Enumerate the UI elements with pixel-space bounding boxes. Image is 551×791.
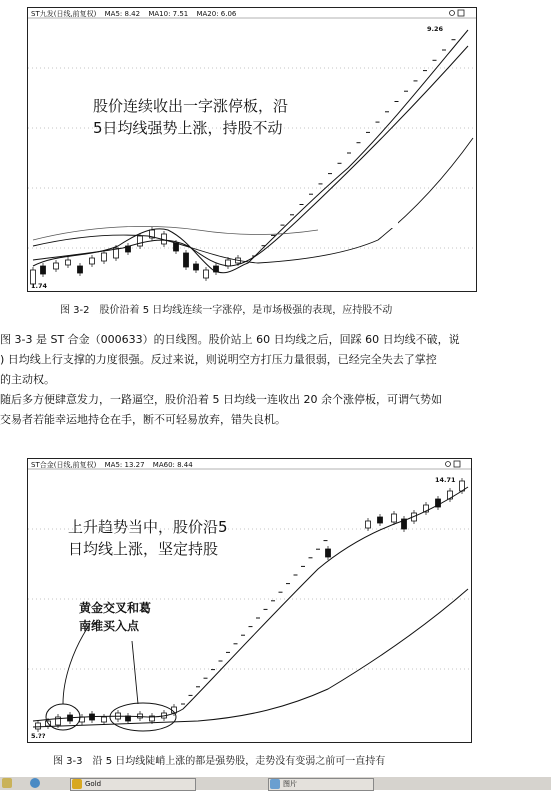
- chart2-annotation: [68, 516, 228, 560]
- globe-icon[interactable]: [30, 778, 40, 788]
- figure-caption-3-2: 图 3-2 股价沿着 5 日均线连续一字涨停，是市场极强的表现，应持股不动: [60, 305, 393, 316]
- ma20-line: [33, 138, 473, 263]
- high-price-label: 9.26: [427, 25, 444, 33]
- search-icon[interactable]: [2, 778, 12, 788]
- taskbar-item-label: 图片: [283, 780, 297, 788]
- taskbar: [0, 776, 551, 790]
- high-price-label: 14.71: [435, 476, 456, 484]
- buy-point-line-1: 黄金交叉和葛: [79, 601, 152, 615]
- chart1-annotation: [93, 95, 288, 139]
- candle-body: [138, 236, 143, 246]
- pointer-line-1: [63, 624, 90, 704]
- blank-patch: [318, 203, 398, 228]
- top-right-circle: [450, 11, 455, 16]
- low-price-label: 5.??: [31, 732, 46, 740]
- candle-body: [326, 549, 331, 557]
- candle-body: [392, 514, 397, 522]
- annotation-line-2: 日均线上涨，坚定持股: [68, 540, 219, 558]
- chart1-plot: [28, 8, 476, 291]
- top-right-box: [458, 10, 464, 16]
- candle-body: [66, 260, 71, 265]
- annotation-line-2: 5日均线强势上涨，持股不动: [93, 119, 283, 137]
- para-line-2: ) 日均线上行支撑的力度很强。反过来说，则说明空方打压力量很弱，已经完全失去了掌控: [0, 353, 437, 366]
- candle-body: [378, 517, 383, 523]
- candle-body: [36, 723, 41, 729]
- top-right-circle: [446, 462, 451, 467]
- candle-body: [90, 258, 95, 264]
- figure-caption-3-3: 图 3-3 沿 5 日均线陡峭上涨的都是强势股，走势没有变弱之前可一直持有: [53, 756, 386, 767]
- buy-point-annotation: [79, 599, 151, 635]
- annotation-line-1: 股价连续收出一字涨停板，沿: [93, 97, 289, 115]
- taskbar-item-image[interactable]: [268, 778, 374, 791]
- stock-name: ST合金(日线,前复权): [31, 461, 97, 469]
- ma5-value: MA5: 8.42: [104, 10, 141, 18]
- taskbar-item-gold[interactable]: [70, 778, 196, 791]
- para-line-5: 交易者若能幸运地持仓在手，断不可轻易放弃，错失良机。: [0, 413, 286, 426]
- top-right-box: [454, 461, 460, 467]
- candle-body: [138, 714, 143, 718]
- stock-name: ST九发(日线,前复权): [31, 10, 97, 18]
- candle-body: [204, 270, 209, 278]
- pointer-line-2: [132, 641, 138, 704]
- para-line-1: 图 3-3 是 ST 合金（000633）的日线图。股价站上 60 日均线之后，回踩 60 日均线不破，说: [0, 333, 460, 346]
- ma5-value: MA5: 13.27: [104, 461, 145, 469]
- gold-app-icon: [72, 779, 82, 789]
- candle-body: [194, 264, 199, 270]
- candle-body: [184, 253, 189, 267]
- ma20-value: MA20: 6.06: [196, 10, 237, 18]
- candle-body: [102, 253, 107, 261]
- ma10-line: [33, 46, 468, 266]
- buy-point-line-2: 南维买入点: [79, 619, 140, 633]
- body-paragraph: [0, 330, 460, 430]
- taskbar-item-label: Gold: [85, 780, 102, 788]
- ma60-value: MA60: 8.44: [152, 461, 193, 469]
- annotation-line-1: 上升趋势当中，股价沿5: [68, 518, 228, 536]
- candle-body: [78, 266, 83, 273]
- para-line-4: 随后多方便肆意发力，一路逼空，股价沿着 5 日均线一连收出 20 余个涨停板，可谓气势如: [0, 393, 442, 406]
- ma10-value: MA10: 7.51: [148, 10, 189, 18]
- low-price-label: 1.74: [31, 282, 48, 290]
- candle-body: [366, 521, 371, 528]
- candle-body: [226, 260, 231, 266]
- candle-body: [54, 263, 59, 269]
- image-icon: [270, 779, 280, 789]
- candle-body: [41, 266, 46, 274]
- chart1-candles: [31, 40, 456, 287]
- para-line-3: 的主动权。: [0, 373, 55, 386]
- chart-figure-3-3: [27, 458, 472, 743]
- candle-body: [174, 243, 179, 251]
- candle-body: [102, 717, 107, 722]
- chart-figure-3-2: [27, 7, 477, 292]
